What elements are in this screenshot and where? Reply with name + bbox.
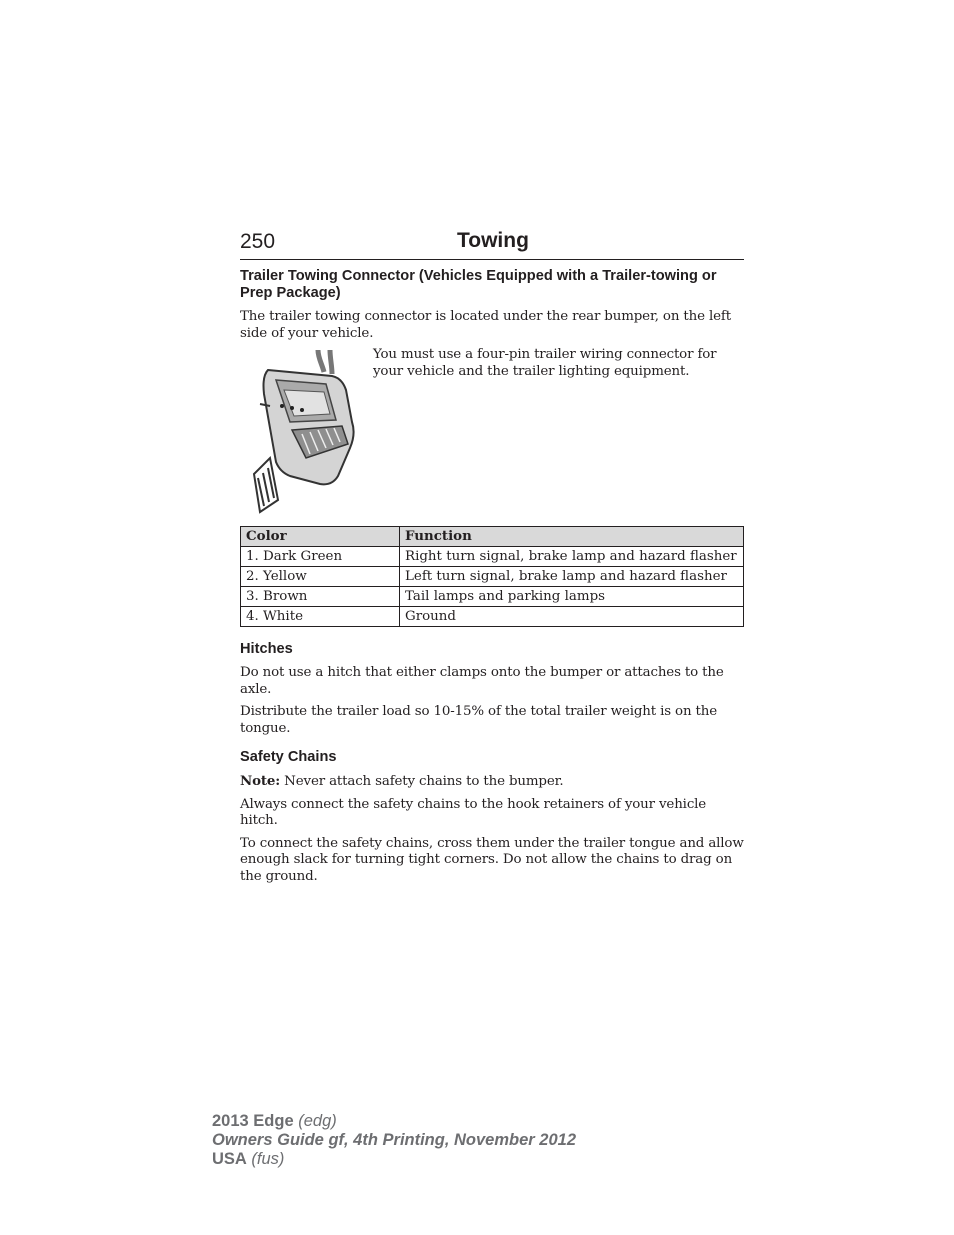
- connector-section: [240, 268, 744, 342]
- hitches-heading: Hitches: [240, 641, 293, 657]
- page-footer: [212, 1112, 576, 1169]
- safety-chains-section: [240, 749, 744, 885]
- connector-location-text: The trailer towing connector is located under the rear bumper, on the left side of your vehicle.: [240, 309, 731, 341]
- hitches-text-1: Do not use a hitch that either clamps onto the bumper or attaches to the axle.: [240, 665, 724, 697]
- connector-requirement-text: You must use a four-pin trailer wiring connector for your vehicle and the trailer lighting equipment.: [373, 347, 717, 379]
- footer-model: 2013 Edge: [212, 1112, 294, 1130]
- page-number: 250: [240, 230, 276, 253]
- wire-color-table: [240, 526, 744, 627]
- connector-heading: Trailer Towing Connector (Vehicles Equipped with a Trailer-towing or Prep Package): [240, 268, 717, 301]
- safety-chains-text-2: To connect the safety chains, cross them under the trailer tongue and allow enough slack for turning tight corners. Do not allow the chains to drag on the ground.: [240, 835, 744, 884]
- table-header-color: Color: [241, 527, 400, 547]
- table-cell-color: 2. Yellow: [241, 567, 400, 587]
- hitches-text-2: Distribute the trailer load so 10-15% of the total trailer weight is on the tongue.: [240, 704, 717, 736]
- table-row: [241, 567, 744, 587]
- table-cell-function: Ground: [400, 607, 744, 627]
- safety-chains-text-1: Always connect the safety chains to the hook retainers of your vehicle hitch.: [240, 796, 707, 828]
- page-header: [240, 229, 744, 260]
- table-row: [241, 547, 744, 567]
- safety-chains-heading: Safety Chains: [240, 749, 337, 765]
- note-text: Never attach safety chains to the bumper.: [280, 774, 564, 789]
- table-cell-color: 3. Brown: [241, 587, 400, 607]
- trailer-connector-illustration: [246, 350, 360, 515]
- footer-model-code: (edg): [293, 1112, 337, 1130]
- table-header-row: [241, 527, 744, 547]
- table-cell-function: Right turn signal, brake lamp and hazard flasher: [400, 547, 744, 567]
- connector-requirement-block: [373, 347, 738, 380]
- table-cell-color: 1. Dark Green: [241, 547, 400, 567]
- footer-line-1: [212, 1112, 576, 1131]
- table-row: [241, 607, 744, 627]
- table-cell-color: 4. White: [241, 607, 400, 627]
- footer-line-3: [212, 1150, 576, 1169]
- chapter-title: Towing: [457, 229, 529, 252]
- hitches-section: [240, 641, 744, 737]
- footer-market-code: (fus): [246, 1150, 285, 1168]
- table-header-function: Function: [400, 527, 744, 547]
- table-cell-function: Tail lamps and parking lamps: [400, 587, 744, 607]
- footer-line-2: Owners Guide gf, 4th Printing, November 2012: [212, 1131, 576, 1149]
- footer-market: USA: [212, 1150, 247, 1168]
- table-row: [241, 587, 744, 607]
- safety-chains-note: [240, 773, 744, 791]
- note-label: Note:: [240, 773, 281, 789]
- table-cell-function: Left turn signal, brake lamp and hazard flasher: [400, 567, 744, 587]
